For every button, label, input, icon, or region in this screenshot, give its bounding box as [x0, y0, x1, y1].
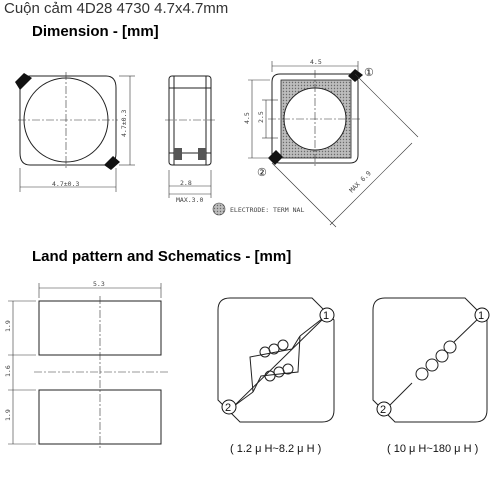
inner-height-dim-1: 4.5 [243, 112, 251, 124]
land-pattern [4, 280, 170, 449]
schematic-right-pin2: 2 [380, 404, 387, 416]
inner-width-dim: 4.5 [310, 58, 322, 66]
left-inductance-range: ( 1.2 μ H~8.2 μ H ) [230, 443, 322, 455]
side-thickness-dim: 2.8 [180, 179, 192, 187]
page-title: Cuộn cảm 4D28 4730 4.7x4.7mm [4, 0, 229, 17]
schematic-left-pin1: 1 [323, 310, 330, 322]
schematic-right-pin1: 1 [478, 310, 485, 322]
pin2-label: ② [257, 167, 267, 179]
inner-height-dim-2: 2.5 [257, 111, 265, 123]
bottom-view [213, 58, 418, 227]
land-top-height-dim: 1.9 [4, 320, 12, 332]
schematic-low-range [218, 298, 334, 455]
land-width-dim: 5.3 [93, 280, 105, 288]
top-width-dim: 4.7±0.3 [52, 180, 80, 188]
side-max-dim: MAX.3.0 [176, 196, 204, 204]
schematic-left-pin2: 2 [225, 402, 232, 414]
dimension-heading: Dimension - [mm] [32, 23, 159, 40]
top-height-dim: 4.7±0.3 [120, 109, 128, 137]
side-view [165, 76, 215, 204]
top-view [15, 72, 135, 192]
land-gap-dim: 1.6 [4, 365, 12, 377]
land-bottom-height-dim: 1.9 [4, 409, 12, 421]
diagonal-max-dim: MAX 6.9 [347, 169, 373, 195]
right-inductance-range: ( 10 μ H~180 μ H ) [387, 443, 479, 455]
land-pattern-heading: Land pattern and Schematics - [mm] [32, 248, 292, 265]
schematic-high-range [373, 298, 489, 455]
electrode-mark [104, 156, 120, 170]
electrode-note: ELECTRODE: TERM NAL [230, 206, 305, 214]
pin1-label: ① [364, 67, 374, 79]
